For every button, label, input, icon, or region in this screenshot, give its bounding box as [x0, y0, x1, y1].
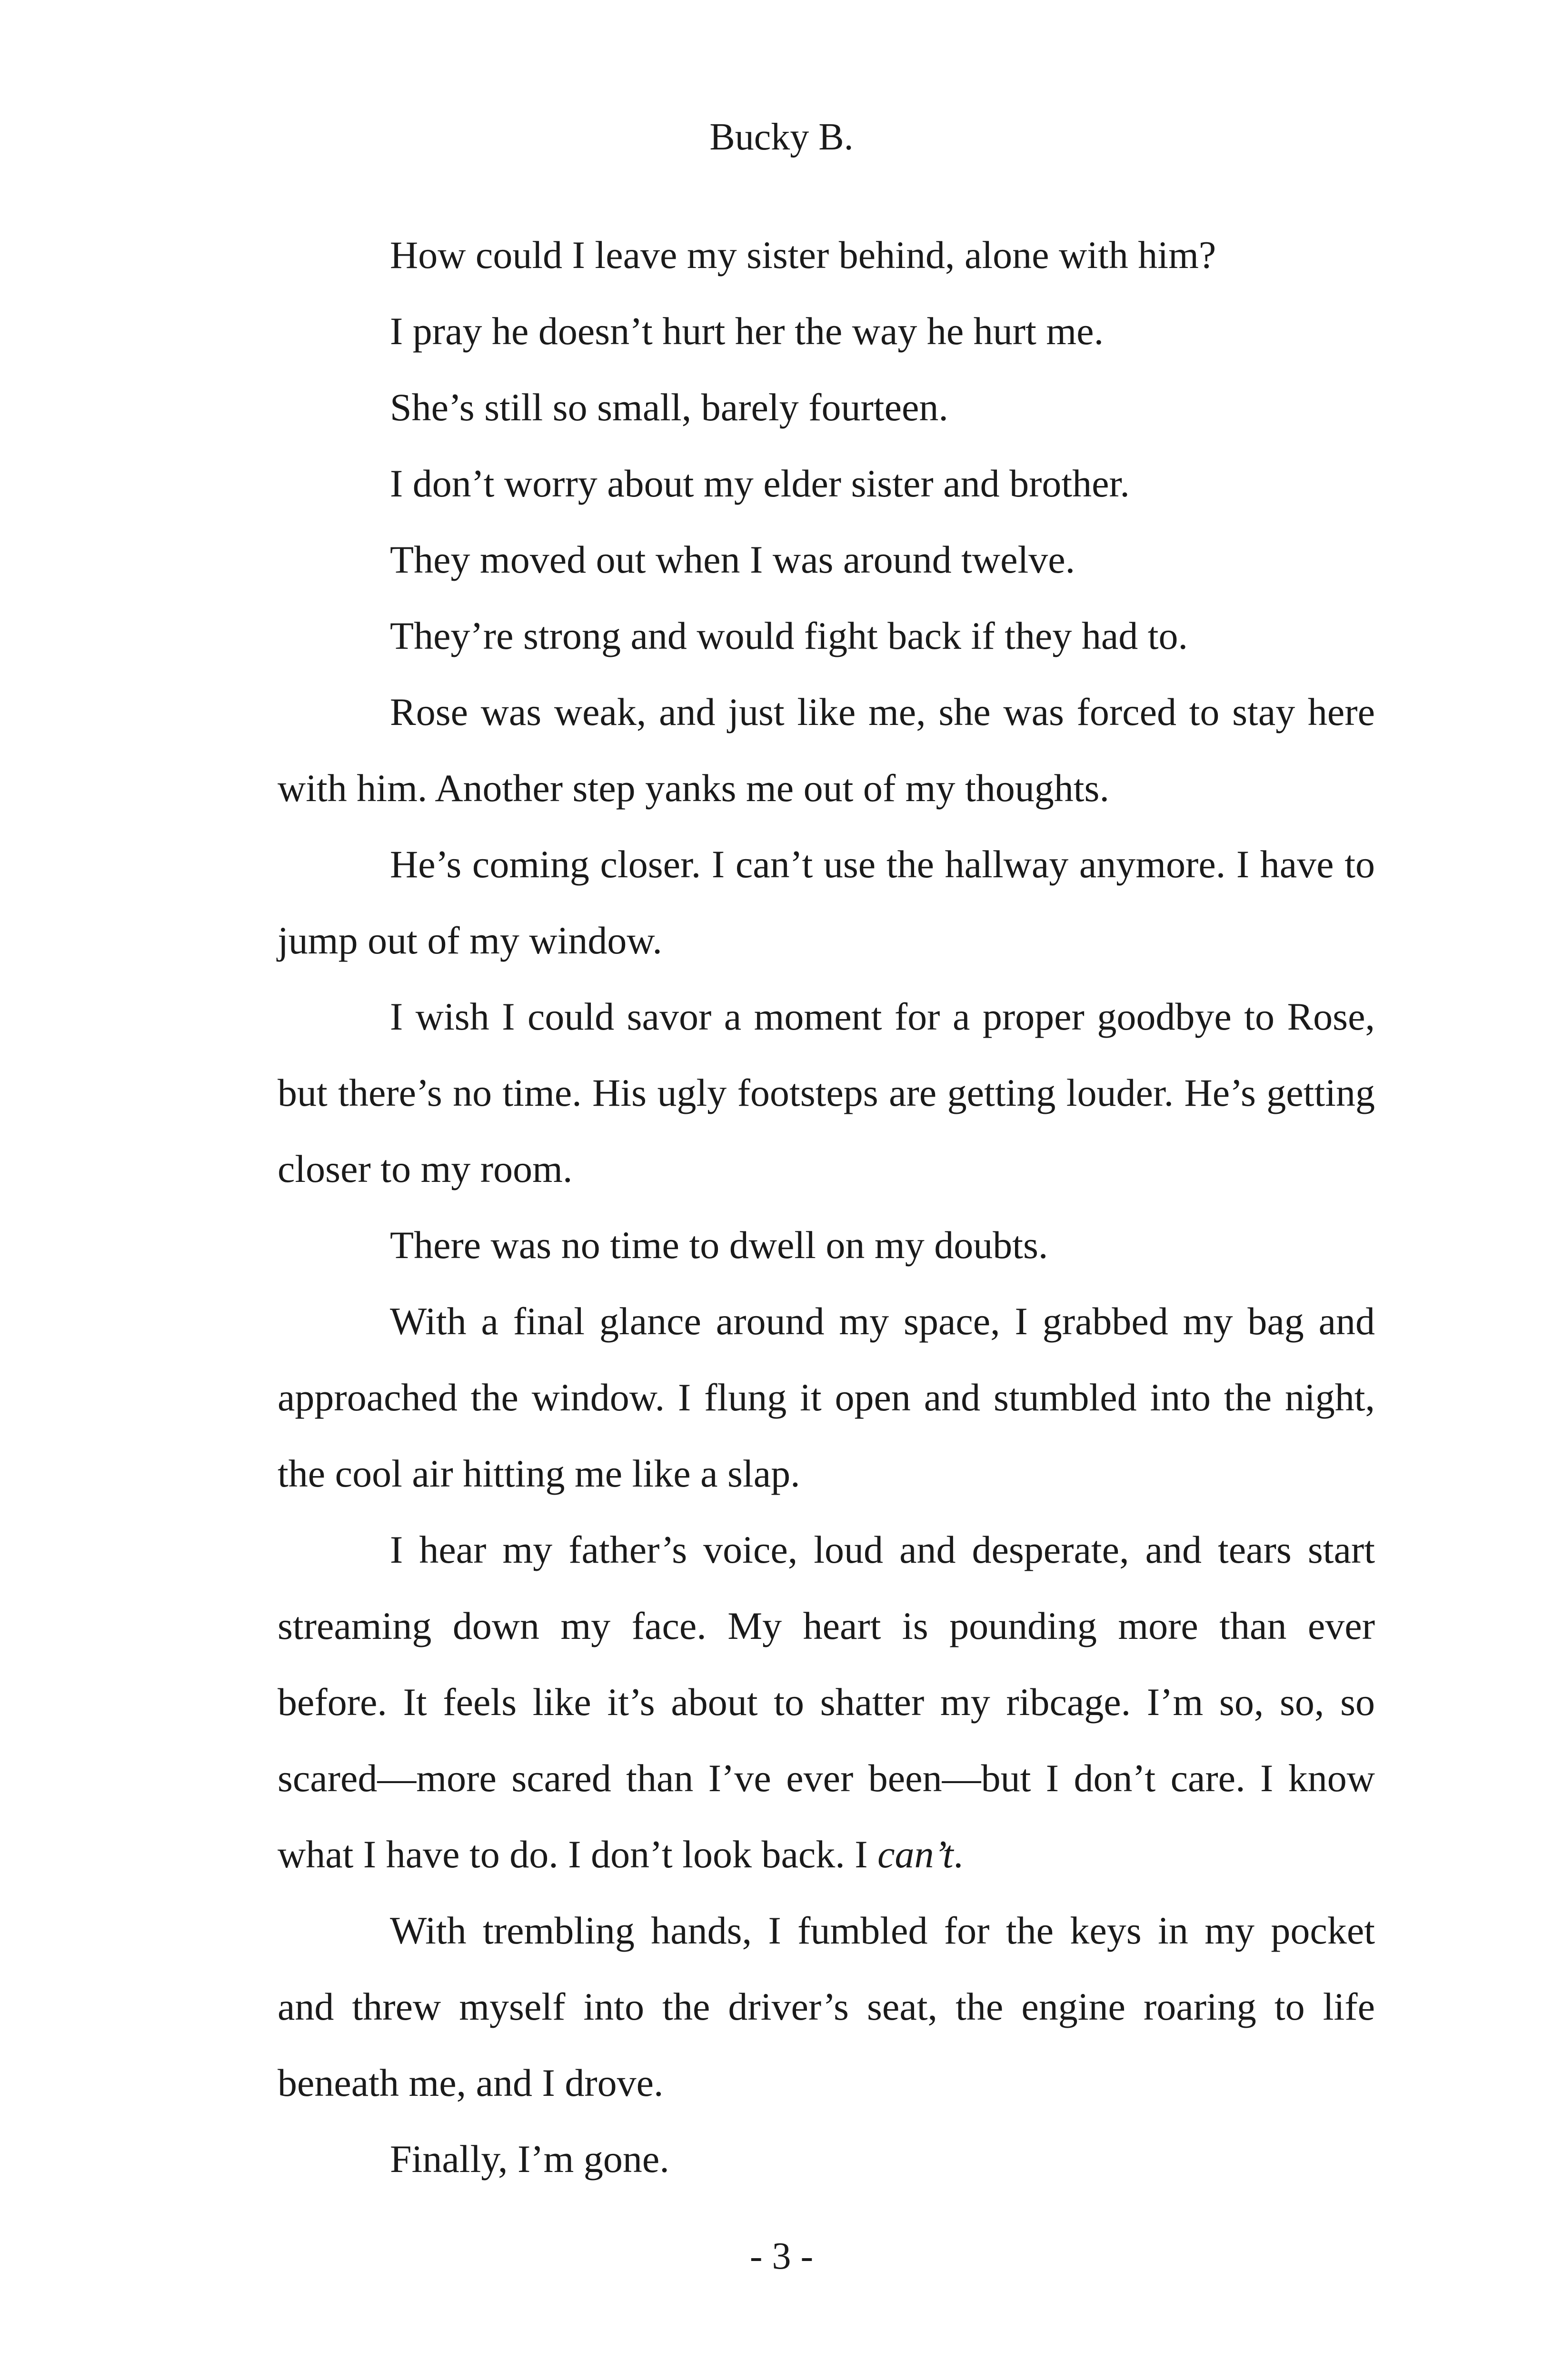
paragraph: How could I leave my sister behind, alone with him?	[390, 233, 1216, 277]
page-number: - 3 -	[749, 2235, 814, 2277]
paragraph	[278, 1512, 1375, 1893]
paragraph: They moved out when I was around twelve.	[390, 538, 1075, 581]
emphasized-word: can’t	[877, 1833, 954, 1876]
paragraph: I don’t worry about my elder sister and brother.	[390, 462, 1130, 505]
paragraph: I pray he doesn’t hurt her the way he hurt me.	[390, 309, 1104, 353]
paragraph: Rose was weak, and just like me, she was forced to stay here with him. Another step yanks me out of my thoughts.	[278, 690, 1375, 810]
paragraph: They’re strong and would fight back if they had to.	[390, 614, 1188, 657]
paragraph: With trembling hands, I fumbled for the keys in my pocket and threw myself into the driver’s seat, the engine roaring to life beneath me, and I drove.	[278, 1909, 1375, 2104]
paragraph: With a final glance around my space, I grabbed my bag and approached the window. I flung it open and stumbled into the night, the cool air hitting me like a slap.	[278, 1299, 1375, 1495]
paragraph: There was no time to dwell on my doubts.	[390, 1223, 1048, 1267]
paragraph: I wish I could savor a moment for a proper goodbye to Rose, but there’s no time. His ugly footsteps are getting louder. He’s getting closer to my room.	[278, 995, 1375, 1190]
paragraph: He’s coming closer. I can’t use the hallway anymore. I have to jump out of my window.	[278, 843, 1375, 962]
paragraph-tail: .	[953, 1833, 963, 1876]
body-text	[278, 217, 1375, 2197]
paragraph: Finally, I’m gone.	[390, 2137, 669, 2181]
running-head: Bucky B.	[709, 116, 854, 158]
paragraph: She’s still so small, barely fourteen.	[390, 386, 948, 429]
paragraph-text: I hear my father’s voice, loud and desperate, and tears start streaming down my face. My heart is pounding more than ever before. It feels like it’s about to shatter my ribcage. I’m so, so, so scared—more scared than I’ve ever been—but I don’t care. I know what I have to do. I don’t look back. I	[278, 1528, 1375, 1876]
